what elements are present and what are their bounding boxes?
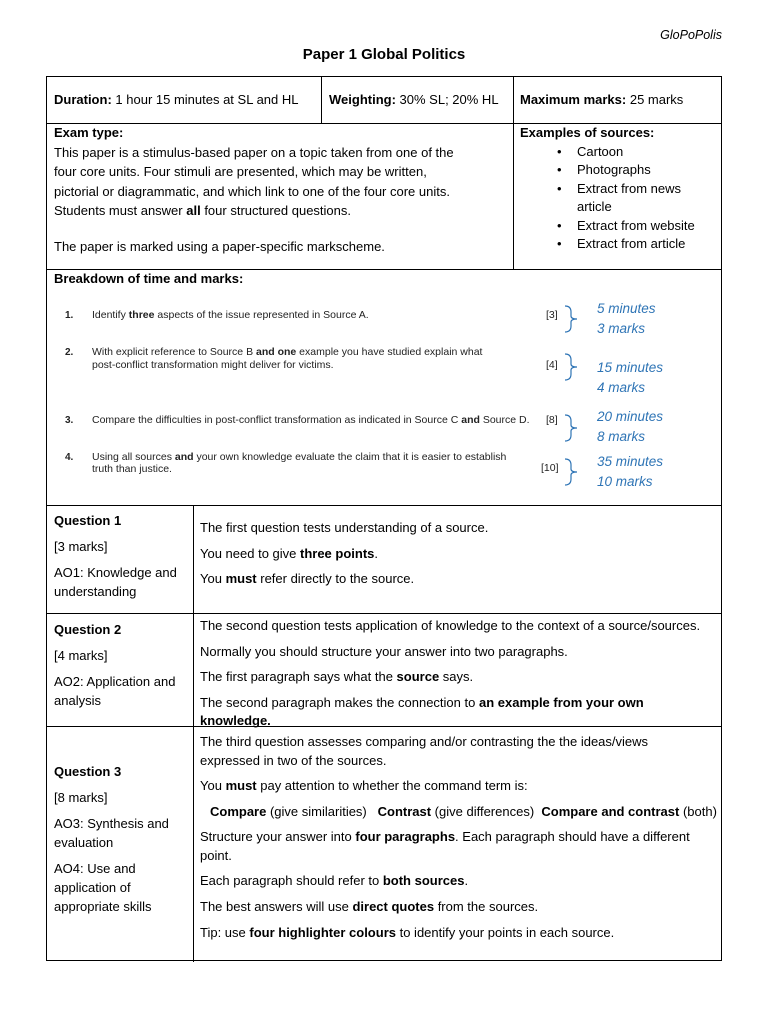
brace-icon	[563, 352, 581, 382]
exam-type-cell	[54, 123, 509, 256]
brace-icon	[563, 457, 581, 487]
guidance-line: You need to give three points.	[200, 545, 379, 561]
guidance-line: Tip: use four highlighter colours to identify your points in each source.	[200, 924, 615, 940]
source-item: • Extract from article	[520, 235, 720, 254]
time-note: 5 minutes 3 marks	[597, 301, 656, 336]
q1-label-cell	[54, 511, 189, 601]
q2-guidance-cell	[200, 617, 718, 737]
weighting-value: 30% SL; 20% HL	[399, 92, 499, 107]
question-text: Identify three aspects of the issue represented in Source A.	[92, 309, 369, 321]
duration-value: 1 hour 15 minutes at SL and HL	[115, 92, 299, 107]
guidance-line: The first question tests understanding of a source.	[200, 520, 489, 535]
brand-label: GloPoPolis	[660, 28, 722, 42]
q1-guidance-cell	[200, 519, 715, 596]
q2-ao: AO2: Application and	[54, 674, 176, 689]
guidance-line: You must refer directly to the source.	[200, 571, 415, 587]
q2-marks: [4 marks]	[54, 648, 108, 663]
q3-guidance-cell	[200, 733, 718, 949]
sources-label: Examples of sources:	[520, 125, 655, 140]
sources-cell	[520, 123, 720, 254]
page-title: Paper 1 Global Politics	[302, 46, 466, 63]
q2-ao: analysis	[54, 693, 101, 708]
guidance-line: Each paragraph should refer to both sources.	[200, 873, 469, 889]
duration-label: Duration:	[54, 92, 112, 107]
source-item: • Cartoon	[520, 143, 720, 162]
question-number: 4.	[65, 452, 74, 463]
col-divider	[321, 77, 322, 123]
duration-cell	[54, 92, 299, 107]
guidance-line: The third question assesses comparing and/or contrasting the the ideas/views	[200, 734, 649, 749]
exam-type-line: pictorial or diagrammatic, and which link to one of the four core units.	[54, 183, 450, 199]
max-marks-cell	[520, 92, 683, 107]
guidance-line: The second question tests application of knowledge to the context of a source/sources.	[200, 618, 701, 633]
question-text: Using all sources and your own knowledge evaluate the claim that it is easier to establish truth than justice.	[92, 451, 507, 475]
row-divider	[47, 505, 721, 506]
q2-title: Question 2	[54, 622, 122, 637]
q3-ao: evaluation	[54, 835, 114, 850]
guidance-line: point.	[200, 847, 232, 863]
source-item: • Photographs	[520, 161, 720, 180]
brace-icon	[563, 304, 581, 334]
question-marks: [4]	[546, 359, 558, 371]
guidance-line: Normally you should structure your answer into two paragraphs.	[200, 643, 568, 659]
row-divider	[47, 613, 721, 614]
row-divider	[47, 269, 721, 270]
col-divider	[513, 77, 514, 269]
source-item: • Extract from news	[520, 180, 720, 199]
q3-ao: application of	[54, 880, 131, 895]
q1-ao: understanding	[54, 584, 137, 599]
q3-ao: appropriate skills	[54, 899, 152, 914]
breakdown-label: Breakdown of time and marks:	[54, 271, 244, 286]
guidance-line: The second paragraph makes the connection to an example from your own knowledge.	[200, 694, 644, 728]
question-number: 3.	[65, 415, 74, 426]
command-terms-line: Compare (give similarities) Contrast (give differences) Compare and contrast (both)	[210, 803, 717, 819]
question-marks: [8]	[546, 414, 558, 426]
max-marks-value: 25 marks	[629, 92, 684, 107]
weighting-label: Weighting:	[329, 92, 396, 107]
overview-table	[46, 76, 722, 961]
question-marks: [3]	[546, 309, 558, 321]
question-number: 1.	[65, 310, 74, 321]
sources-list	[520, 143, 720, 254]
q3-ao: AO4: Use and	[54, 861, 136, 876]
guidance-line: The first paragraph says what the source says.	[200, 669, 474, 685]
weighting-cell	[329, 92, 499, 107]
q1-title: Question 1	[54, 513, 122, 528]
exam-type-line: Students must answer all four structured questions.	[54, 203, 352, 218]
question-text: Compare the difficulties in post-conflict transformation as indicated in Source C and Source D.	[92, 414, 530, 426]
exam-type-label: Exam type:	[54, 125, 124, 140]
guidance-line: expressed in two of the sources.	[200, 752, 387, 768]
q3-marks: [8 marks]	[54, 790, 108, 805]
guidance-line: You must pay attention to whether the command term is:	[200, 778, 528, 794]
exam-type-line: The paper is marked using a paper-specific markscheme.	[54, 238, 385, 254]
q3-title: Question 3	[54, 764, 122, 779]
exam-type-line: four core units. Four stimuli are presented, which may be written,	[54, 164, 427, 179]
q2-label-cell	[54, 620, 189, 710]
question-number: 2.	[65, 347, 74, 358]
time-note: 15 minutes 4 marks	[597, 360, 664, 395]
brace-icon	[563, 413, 581, 443]
time-note: 35 minutes 10 marks	[597, 454, 664, 489]
time-note: 20 minutes 8 marks	[597, 409, 664, 444]
guidance-line: Structure your answer into four paragraphs. Each paragraph should have a different	[200, 829, 690, 845]
question-marks: [10]	[541, 462, 559, 474]
q3-ao: AO3: Synthesis and	[54, 816, 169, 831]
source-item-continuation: article	[577, 199, 612, 214]
guidance-line: The best answers will use direct quotes from the sources.	[200, 898, 539, 914]
source-item: • Extract from website	[520, 217, 720, 236]
question-text: With explicit reference to Source B and one example you have studied explain what post-conflict transformation might deliver for victims.	[92, 346, 483, 371]
q1-marks: [3 marks]	[54, 539, 108, 554]
exam-type-line: This paper is a stimulus-based paper on a topic taken from one of the	[54, 144, 454, 160]
q1-ao: AO1: Knowledge and	[54, 565, 177, 580]
max-marks-label: Maximum marks:	[520, 92, 627, 107]
q3-label-cell	[54, 762, 189, 916]
col-divider	[193, 505, 194, 962]
